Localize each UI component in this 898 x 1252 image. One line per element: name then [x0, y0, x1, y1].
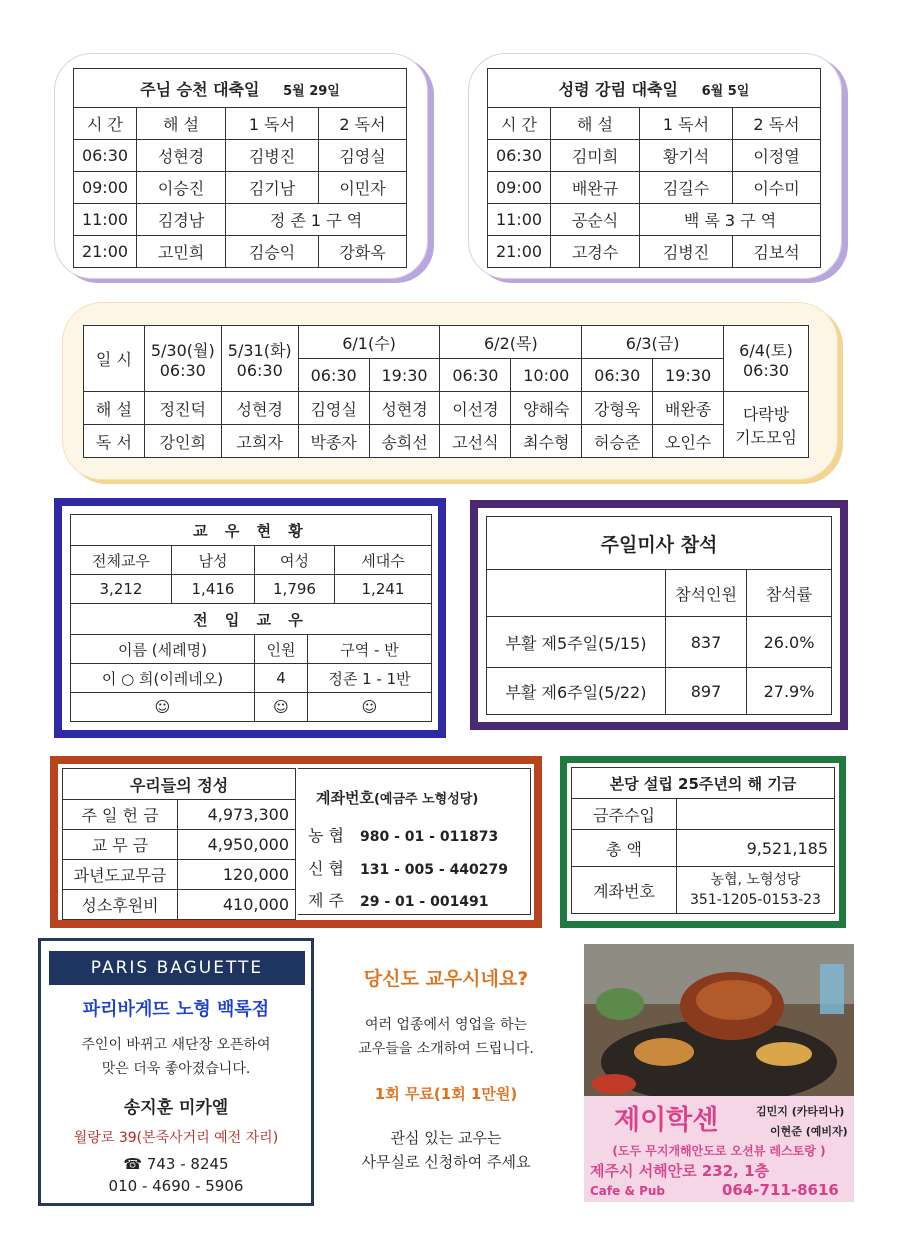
cell: 김미희	[551, 140, 640, 172]
cell: 김영실	[319, 140, 407, 172]
table-row	[487, 668, 832, 715]
anniversary-fund-box	[560, 756, 846, 928]
bank-name: 제 주	[308, 891, 344, 910]
account-holder: (예금주 노형성당)	[373, 792, 479, 807]
table-row	[63, 800, 296, 830]
cell: 정존 1 - 1반	[308, 664, 432, 693]
cell: 황기석	[640, 140, 733, 172]
table-row	[572, 830, 835, 867]
table-row	[71, 693, 432, 722]
restaurant-phone: 064-711-8616	[722, 1181, 839, 1199]
bank-name: 신 협	[308, 859, 344, 878]
cell: 김경남	[137, 204, 226, 236]
header-cell: 인원	[255, 635, 308, 664]
time-cell: 10:00	[511, 359, 582, 392]
attendance-box	[470, 500, 848, 730]
cell: 김기남	[226, 172, 319, 204]
header-cell: 남성	[172, 546, 255, 575]
reader-row	[84, 425, 809, 458]
account-title: 계좌번호	[316, 789, 374, 807]
note-line: 기도모임	[735, 427, 797, 447]
desc-line: 주인이 바뀌고 새단장 오픈하여	[81, 1037, 271, 1053]
cell: 양해숙	[511, 392, 582, 425]
cell: 김승익	[226, 236, 319, 268]
cell: 과년도교무금	[63, 860, 178, 890]
cell: 고선식	[440, 425, 511, 458]
table-row	[74, 172, 407, 204]
pentecost-title-cell	[488, 69, 821, 108]
account-line	[308, 888, 489, 911]
cell: 주 일 헌 금	[63, 800, 178, 830]
weekday-table	[83, 325, 809, 458]
time-cell: 06:30	[582, 359, 653, 392]
header-cell: 이름 (세례명)	[71, 635, 255, 664]
header-time: 시 간	[74, 108, 137, 140]
body-line: 교우들을 소개하여 드립니다.	[358, 1041, 534, 1057]
table-row	[71, 664, 432, 693]
day-label: 5/30(월)	[150, 340, 215, 360]
cell	[677, 799, 835, 830]
cell: 김병진	[640, 236, 733, 268]
cell: 공순식	[551, 204, 640, 236]
smiley-icon: ☺	[71, 693, 255, 722]
pentecost-date: 6월 5일	[701, 83, 750, 99]
cell: 성현경	[369, 392, 440, 425]
cell: 김길수	[640, 172, 733, 204]
phone-line: ☎ 743 - 8245	[123, 1155, 229, 1173]
ascension-date: 5월 29일	[283, 83, 340, 99]
pentecost-table	[487, 68, 821, 268]
bakery-store-name: 파리바게뜨 노형 백록점	[82, 999, 270, 1020]
owner-line: 이현준 (예비자)	[770, 1125, 848, 1138]
ascension-title-cell	[74, 69, 407, 108]
table-row	[488, 172, 821, 204]
cell: 강화옥	[319, 236, 407, 268]
day-mon	[144, 326, 221, 392]
bakery-owner: 송지훈 미카엘	[123, 1098, 229, 1118]
phone-line: 010 - 4690 - 5906	[108, 1177, 244, 1195]
table-row	[572, 799, 835, 830]
fund-account	[677, 867, 835, 914]
table-row	[63, 890, 296, 920]
day-wed: 6/1(수)	[298, 326, 440, 359]
cell: 계좌번호	[572, 867, 677, 914]
account-line	[308, 823, 498, 846]
day-thu: 6/2(목)	[440, 326, 582, 359]
fund-account-line: 351-1205-0153-23	[690, 892, 821, 908]
header-cell: 참석률	[747, 570, 832, 617]
header-time: 시 간	[488, 108, 551, 140]
bakery-ad	[38, 938, 314, 1206]
desc-line: 맛은 더욱 좋아졌습니다.	[101, 1061, 251, 1077]
ascension-schedule-box	[54, 53, 428, 279]
value-cell: 1,241	[335, 575, 432, 604]
cell: 백 록 3 구 역	[640, 204, 821, 236]
pentecost-schedule-box	[468, 53, 842, 279]
offerings-box	[50, 756, 542, 928]
empty-header	[487, 570, 666, 617]
table-row	[487, 617, 832, 668]
bakery-description	[41, 1033, 311, 1081]
cell: 배완규	[551, 172, 640, 204]
cell: 837	[666, 617, 747, 668]
smiley-icon: ☺	[255, 693, 308, 722]
saturday-note	[724, 392, 809, 458]
cell: 고경수	[551, 236, 640, 268]
cell: 4,973,300	[178, 800, 296, 830]
cell: 김영실	[298, 392, 369, 425]
ascension-table	[73, 68, 407, 268]
cell: 김보석	[733, 236, 821, 268]
cell: 06:30	[74, 140, 137, 172]
bakery-logo: PARIS BAGUETTE	[49, 951, 305, 985]
label-reading: 독 서	[84, 425, 145, 458]
promo-body	[326, 1013, 566, 1061]
cell: 26.0%	[747, 617, 832, 668]
cell: 09:00	[488, 172, 551, 204]
cell: 정 존 1 구 역	[226, 204, 407, 236]
restaurant-address: 제주시 서해안로 232, 1층	[590, 1162, 770, 1180]
time-label: 06:30	[236, 360, 283, 380]
cell: 이정열	[733, 140, 821, 172]
header-commentary: 해 설	[551, 108, 640, 140]
cell: 이선경	[440, 392, 511, 425]
owner-line: 김민지 (카타리나)	[756, 1105, 845, 1118]
account-heading	[316, 787, 478, 808]
offerings-table	[62, 768, 296, 920]
table-row	[63, 830, 296, 860]
cell: 11:00	[488, 204, 551, 236]
cell: 고민희	[137, 236, 226, 268]
smiley-icon: ☺	[308, 693, 432, 722]
header-cell: 세대수	[335, 546, 432, 575]
body-line: 여러 업종에서 영업을 하는	[364, 1017, 528, 1033]
day-fri: 6/3(금)	[582, 326, 724, 359]
fund-title: 본당 설립 25주년의 해 기금	[572, 768, 835, 799]
promo-price: 1회 무료(1회 1만원)	[374, 1085, 518, 1103]
cell: 부활 제6주일(5/22)	[487, 668, 666, 715]
restaurant-owners	[756, 1102, 848, 1142]
time-cell: 19:30	[369, 359, 440, 392]
cell: 이승진	[137, 172, 226, 204]
cell: 총 액	[572, 830, 677, 867]
cell: 410,000	[178, 890, 296, 920]
cell: 06:30	[488, 140, 551, 172]
header-reading1: 1 독서	[226, 108, 319, 140]
time-cell: 19:30	[653, 359, 724, 392]
time-label: 06:30	[159, 360, 206, 380]
table-row	[488, 140, 821, 172]
cell: 허승준	[582, 425, 653, 458]
restaurant-ad	[584, 944, 854, 1202]
account-line	[308, 856, 508, 879]
cell: 박종자	[298, 425, 369, 458]
header-cell: 여성	[255, 546, 335, 575]
cell: 성현경	[221, 392, 298, 425]
promo-cta	[326, 1126, 566, 1174]
table-row	[572, 867, 835, 914]
cell: 4	[255, 664, 308, 693]
cell: 이수미	[733, 172, 821, 204]
promo-headline: 당신도 교우시네요?	[363, 968, 529, 990]
account-number: 29 - 01 - 001491	[360, 894, 489, 910]
table-row	[488, 204, 821, 236]
header-commentary: 해 설	[137, 108, 226, 140]
table-row	[488, 236, 821, 268]
cell: 김병진	[226, 140, 319, 172]
cell: 성소후원비	[63, 890, 178, 920]
commentary-row	[84, 392, 809, 425]
bakery-phones	[41, 1153, 311, 1197]
cell: 11:00	[74, 204, 137, 236]
cell: 21:00	[74, 236, 137, 268]
table-row	[74, 236, 407, 268]
cta-line: 사무실로 신청하여 주세요	[361, 1153, 531, 1171]
bakery-address: 월랑로 39(본죽사거리 예전 자리)	[73, 1130, 279, 1146]
time-label: 06:30	[742, 360, 790, 380]
account-number: 980 - 01 - 011873	[360, 829, 499, 845]
weekday-schedule-box	[62, 302, 838, 480]
parish-status-table	[70, 514, 432, 722]
cell: 이민자	[319, 172, 407, 204]
cell: 성현경	[137, 140, 226, 172]
cell: 강형욱	[582, 392, 653, 425]
account-numbers	[298, 768, 531, 915]
header-cell: 구역 - 반	[308, 635, 432, 664]
bank-name: 농 협	[308, 826, 344, 845]
table-row	[74, 140, 407, 172]
time-cell: 06:30	[440, 359, 511, 392]
cta-line: 관심 있는 교우는	[390, 1129, 502, 1147]
cell: 21:00	[488, 236, 551, 268]
day-sat	[724, 326, 809, 392]
cell: 송희선	[369, 425, 440, 458]
offerings-title: 우리들의 정성	[63, 769, 296, 800]
cell: 오인수	[653, 425, 724, 458]
cell: 09:00	[74, 172, 137, 204]
restaurant-name: 제이학센	[614, 1105, 719, 1136]
table-row	[63, 860, 296, 890]
status-title: 교 우 현 황	[71, 515, 432, 546]
ascension-title: 주님 승천 대축일	[140, 79, 260, 99]
cell: 금주수입	[572, 799, 677, 830]
restaurant-tagline: (도두 무지개해안도로 오션뷰 레스토랑 )	[612, 1144, 826, 1158]
header-cell: 전체교우	[71, 546, 172, 575]
value-cell: 1,416	[172, 575, 255, 604]
cell: 배완종	[653, 392, 724, 425]
business-promo	[326, 960, 566, 1190]
cell: 강인희	[144, 425, 221, 458]
newcomers-title: 전 입 교 우	[71, 604, 432, 635]
restaurant-kind: Cafe & Pub	[590, 1184, 666, 1198]
attendance-table	[486, 516, 832, 715]
label-commentary: 해 설	[84, 392, 145, 425]
cell: 고희자	[221, 425, 298, 458]
account-number: 131 - 005 - 440279	[360, 862, 509, 878]
header-reading2: 2 독서	[319, 108, 407, 140]
table-row	[74, 204, 407, 236]
fund-account-line: 농협, 노형성당	[710, 872, 801, 888]
time-cell: 06:30	[298, 359, 369, 392]
parish-status-box	[54, 498, 446, 738]
cell: 부활 제5주일(5/15)	[487, 617, 666, 668]
pentecost-title: 성령 강림 대축일	[558, 79, 679, 99]
day-tue	[221, 326, 298, 392]
header-reading1: 1 독서	[640, 108, 733, 140]
cell: 4,950,000	[178, 830, 296, 860]
day-label: 6/4(토)	[739, 340, 793, 360]
cell: 120,000	[178, 860, 296, 890]
cell: 최수형	[511, 425, 582, 458]
attendance-title: 주일미사 참석	[487, 517, 832, 570]
note-line: 다락방	[742, 404, 790, 424]
cell: 897	[666, 668, 747, 715]
value-cell: 3,212	[71, 575, 172, 604]
cell: 이 ○ 희(이레네오)	[71, 664, 255, 693]
fund-table	[571, 767, 835, 914]
day-label: 5/31(화)	[227, 340, 292, 360]
label-date: 일 시	[84, 326, 145, 392]
cell: 9,521,185	[677, 830, 835, 867]
cell: 27.9%	[747, 668, 832, 715]
header-reading2: 2 독서	[733, 108, 821, 140]
header-cell: 참석인원	[666, 570, 747, 617]
value-cell: 1,796	[255, 575, 335, 604]
cell: 정진덕	[144, 392, 221, 425]
cell: 교 무 금	[63, 830, 178, 860]
